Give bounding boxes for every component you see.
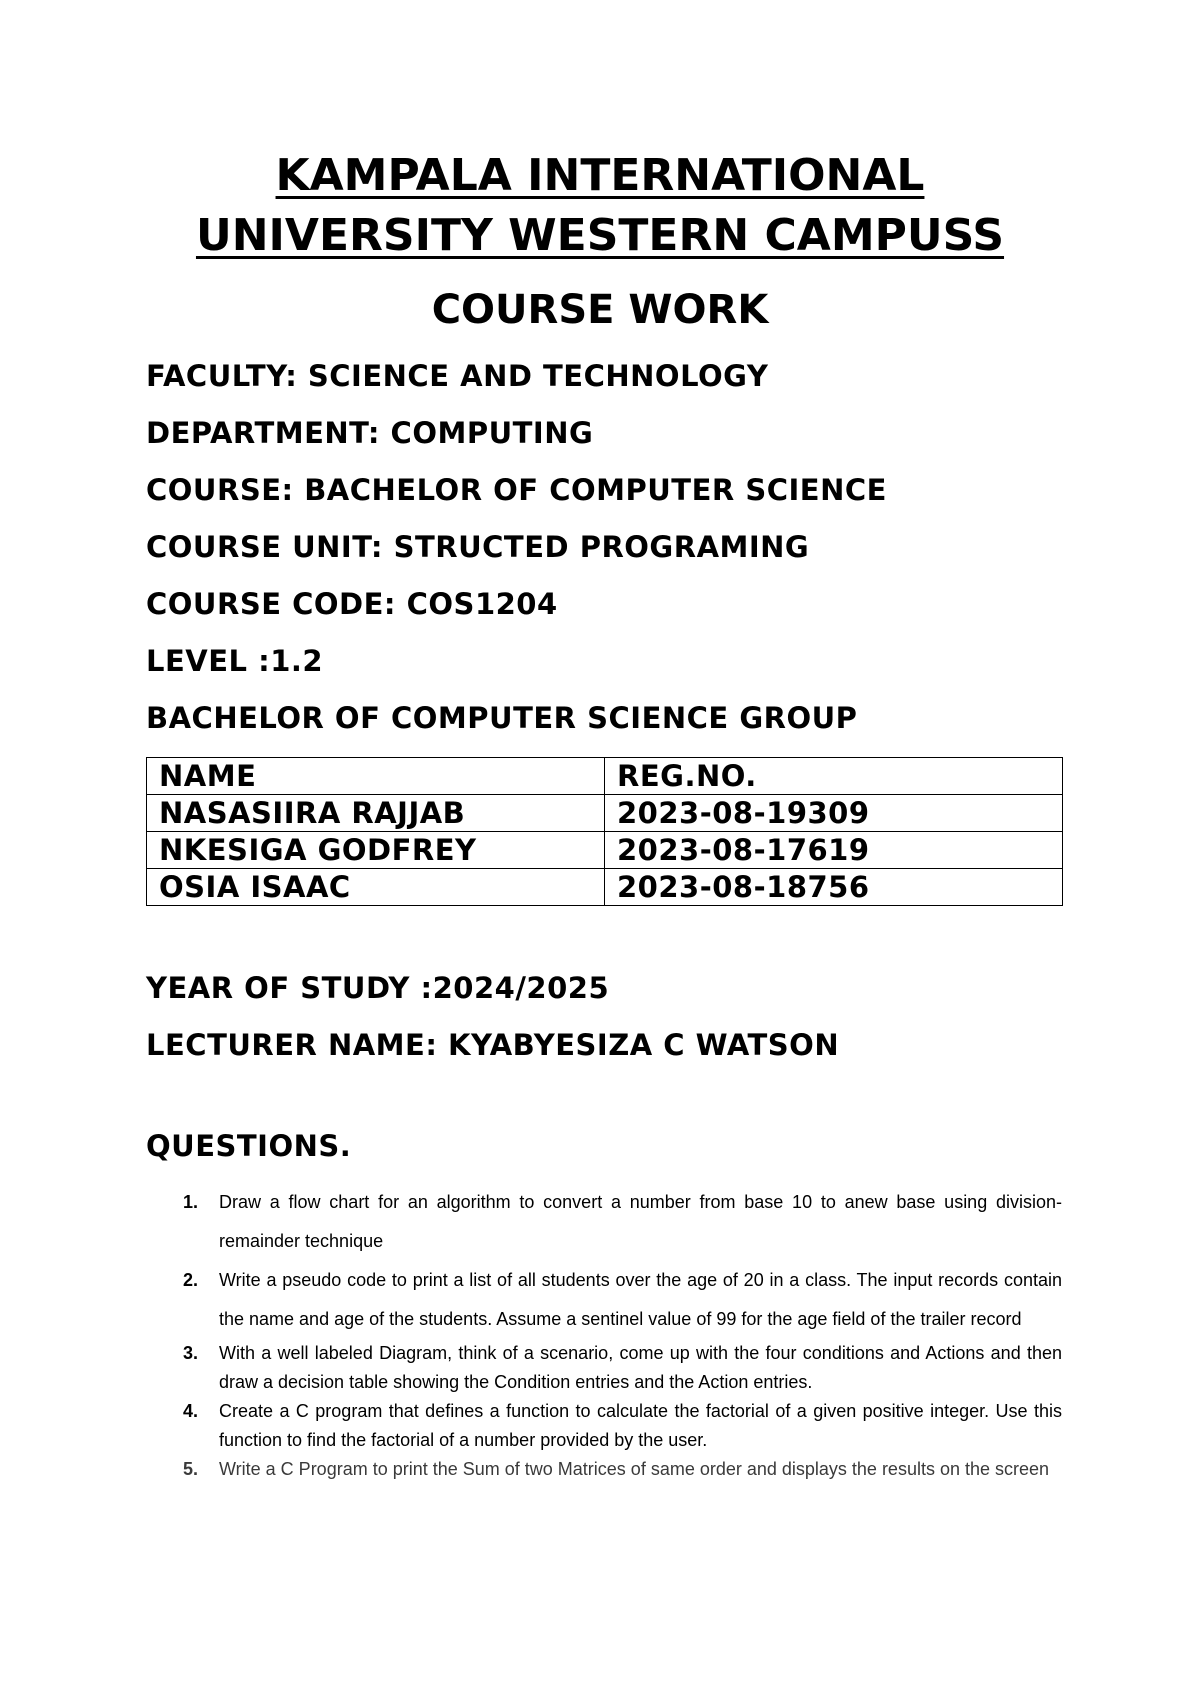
question-item [146, 1339, 1062, 1397]
table-row [147, 832, 1063, 869]
questions-list [146, 1183, 1062, 1484]
question-text: With a well labeled Diagram, think of a scenario, come up with the four conditions and Actions and then draw a decision table showing the Condition entries and the Action entries. [219, 1343, 1062, 1392]
header-cell-regno: REG.NO. [605, 758, 1063, 795]
member-name-cell: NKESIGA GODFREY [147, 832, 605, 869]
question-text: Draw a flow chart for an algorithm to convert a number from base 10 to anew base using division-remainder technique [219, 1192, 1062, 1251]
year-of-study-line: YEAR OF STUDY :2024/2025 [146, 971, 610, 1005]
question-number: 2. [183, 1270, 199, 1290]
member-regno-cell: 2023-08-17619 [605, 832, 1063, 869]
course-line: COURSE: BACHELOR OF COMPUTER SCIENCE [146, 473, 887, 507]
table-row [147, 795, 1063, 832]
question-item [146, 1261, 1062, 1339]
level-line: LEVEL :1.2 [146, 644, 324, 678]
question-item [146, 1455, 1062, 1484]
question-number: 1. [183, 1192, 199, 1212]
table-header-row [147, 758, 1063, 795]
member-name-cell: OSIA ISAAC [147, 869, 605, 906]
group-line: BACHELOR OF COMPUTER SCIENCE GROUP [146, 701, 858, 735]
question-number: 4. [183, 1401, 199, 1421]
lecturer-line: LECTURER NAME: KYABYESIZA C WATSON [146, 1028, 840, 1062]
question-text: Write a C Program to print the Sum of two Matrices of same order and displays the results on the screen [219, 1459, 1050, 1479]
course-code-line: COURSE CODE: COS1204 [146, 587, 558, 621]
question-number: 5. [183, 1459, 199, 1479]
question-text: Write a pseudo code to print a list of all students over the age of 20 in a class. The input records contain the name and age of the students. Assume a sentinel value of 99 for the age field of the trailer record [219, 1270, 1062, 1329]
course-work-heading: COURSE WORK [431, 287, 769, 333]
course-unit-line: COURSE UNIT: STRUCTED PROGRAMING [146, 530, 810, 564]
department-line: DEPARTMENT: COMPUTING [146, 416, 594, 450]
faculty-line: FACULTY: SCIENCE AND TECHNOLOGY [146, 359, 769, 393]
member-regno-cell: 2023-08-19309 [605, 795, 1063, 832]
header-cell-name: NAME [147, 758, 605, 795]
member-regno-cell: 2023-08-18756 [605, 869, 1063, 906]
question-number: 3. [183, 1343, 199, 1363]
question-text: Create a C program that defines a function to calculate the factorial of a given positive integer. Use this function to find the factorial of a number provided by the user. [219, 1401, 1062, 1450]
university-title-line-1: KAMPALA INTERNATIONAL [275, 150, 925, 201]
questions-heading: QUESTIONS. [146, 1129, 352, 1163]
question-item [146, 1183, 1062, 1261]
member-name-cell: NASASIIRA RAJJAB [147, 795, 605, 832]
question-item [146, 1397, 1062, 1455]
table-row [147, 869, 1063, 906]
university-title-line-2: UNIVERSITY WESTERN CAMPUSS [195, 210, 1005, 261]
group-members-table [146, 757, 1063, 906]
